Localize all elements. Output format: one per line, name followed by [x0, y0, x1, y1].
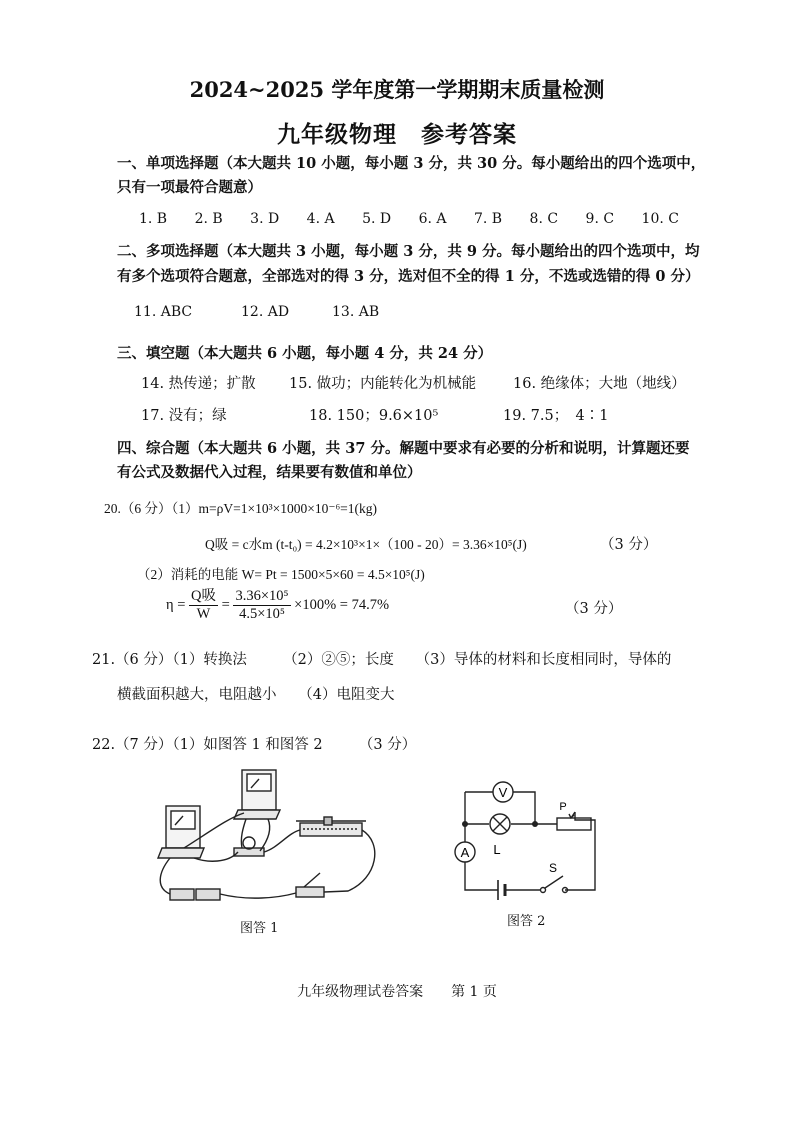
answer-item: 5. D	[362, 211, 392, 227]
figure1-circuit-sketch	[148, 763, 398, 913]
answer-item: 2. B	[194, 211, 223, 227]
answer-item: 14. 热传递；扩散	[141, 376, 256, 392]
q20-score-1: （3 分）	[600, 537, 658, 553]
answer-item: 17. 没有；绿	[141, 408, 227, 424]
fraction-numerator: 3.36×10⁵	[235, 588, 289, 604]
answer-item: 12. AD	[241, 304, 290, 320]
page-footer: 九年级物理试卷答案 第 1 页	[297, 984, 497, 1000]
section4-heading-line2: 有公式及数据代入过程，结果要有数值和单位）	[117, 464, 422, 481]
section1-heading-line2: 只有一项最符合题意）	[117, 179, 262, 196]
figure2-caption: 图答 2	[507, 914, 546, 929]
q21-line1: 21.（6 分）（1）转换法 （2）②⑤；长度 （3）导体的材料和长度相同时，导体的	[92, 652, 672, 668]
answer-item: 10. C	[641, 211, 679, 227]
section1-heading-line1: 一、单项选择题（本大题共 10 小题，每小题 3 分，共 30 分。每小题给出的四个选项中，	[117, 155, 706, 172]
answer-item: 19. 7.5； 4∶1	[503, 408, 609, 424]
q20-heat-equation: Q吸 = c水m (t-t₀) = 4.2×10³×1×（100 - 20）= 3.36×10⁵(J)	[205, 537, 527, 552]
lamp-label: L	[493, 842, 501, 857]
section4-heading-line1: 四、综合题（本大题共 6 小题，共 37 分。解题中要求有必要的分析和说明，计算题还要	[117, 440, 690, 457]
q21-line2: 横截面积越大，电阻越小 （4）电阻变大	[117, 687, 395, 703]
exam-title: 2024~2025 学年度第一学期期末质量检测	[189, 77, 605, 102]
eta-symbol: η =	[166, 596, 186, 613]
voltmeter-label: V	[498, 785, 508, 800]
rheostat-label: P	[559, 801, 567, 813]
answer-item: 11. ABC	[134, 304, 193, 320]
answer-item: 16. 绝缘体；大地（地线）	[513, 376, 686, 392]
section2-heading-line2: 有多个选项符合题意，全部选对的得 3 分，选对但不全的得 1 分，不选或选错的得 0 分）	[117, 268, 700, 285]
answer-item: 1. B	[139, 211, 168, 227]
equals-sign: =	[221, 596, 230, 613]
answer-item: 6. A	[418, 211, 447, 227]
q20-score-2: （3 分）	[565, 601, 623, 617]
answer-item: 3. D	[250, 211, 280, 227]
switch-sketch	[296, 887, 324, 897]
answer-key-subtitle: 九年级物理 参考答案	[277, 121, 517, 148]
answer-item: 15. 做功；内能转化为机械能	[289, 376, 477, 392]
q20-efficiency-equation	[166, 588, 389, 623]
switch-label: S	[548, 861, 558, 875]
answer-item: 18. 150；9.6×10⁵	[309, 408, 439, 424]
efficiency-result: ×100% = 74.7%	[294, 596, 390, 613]
answer-item: 8. C	[529, 211, 559, 227]
fraction-denominator: W	[196, 606, 211, 622]
section1-answers	[139, 211, 679, 227]
q22-line1: 22.（7 分）（1）如图答 1 和图答 2 （3 分）	[92, 737, 417, 753]
switch-symbol	[541, 888, 546, 893]
q20-line1: 20.（6 分）（1）m=ρV=1×10³×1000×10⁻⁶=1(kg)	[104, 501, 378, 516]
fraction-q-over-w	[189, 588, 218, 623]
section3-heading: 三、填空题（本大题共 6 小题，每小题 4 分，共 24 分）	[117, 345, 493, 362]
q20-energy-line: （2）消耗的电能 W= Pt = 1500×5×60 = 4.5×10⁵(J)	[137, 567, 425, 582]
answer-item: 4. A	[306, 211, 335, 227]
fraction-values	[233, 588, 290, 623]
answer-item: 13. AB	[332, 304, 380, 320]
battery-sketch	[170, 889, 194, 900]
figure2-circuit-schematic	[445, 774, 605, 904]
answer-item: 9. C	[585, 211, 615, 227]
answer-item: 7. B	[473, 211, 503, 227]
figure1-caption: 图答 1	[240, 921, 279, 936]
section2-heading-line1: 二、多项选择题（本大题共 3 小题，每小题 3 分，共 9 分。每小题给出的四个选项中，均	[117, 243, 700, 260]
fraction-numerator: Q吸	[191, 588, 216, 604]
ammeter-label: A	[460, 845, 470, 860]
fraction-denominator: 4.5×10⁵	[239, 606, 285, 622]
